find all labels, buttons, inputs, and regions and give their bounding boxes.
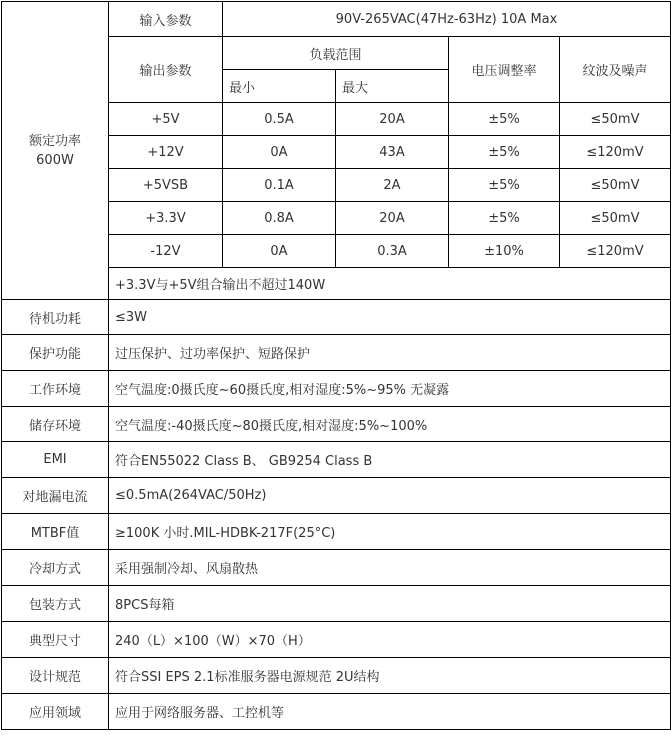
ripple-header: 纹波及噪声: [560, 37, 671, 103]
spec-value: 8PCS每箱: [109, 586, 671, 622]
spec-label: 对地漏电流: [2, 478, 109, 514]
load-range-header: 负载范围: [223, 37, 449, 70]
regulation-cell: ±5%: [449, 136, 560, 169]
spec-row: [2, 335, 671, 371]
spec-row: [2, 478, 671, 514]
min-cell: 0A: [223, 235, 336, 268]
max-cell: 0.3A: [336, 235, 449, 268]
ripple-cell: ≤50mV: [560, 202, 671, 235]
rail-cell: +5VSB: [109, 169, 223, 202]
min-cell: 0.5A: [223, 103, 336, 136]
max-cell: 20A: [336, 202, 449, 235]
spec-value: 过压保护、过功率保护、短路保护: [109, 335, 671, 371]
spec-value: ≥100K 小时.MIL-HDBK-217F(25°C): [109, 514, 671, 550]
spec-value: ≤3W: [109, 300, 671, 335]
input-row: [2, 2, 671, 37]
output-note: +3.3V与+5V组合输出不超过140W: [109, 268, 671, 300]
spec-row: [2, 694, 671, 730]
spec-label: 工作环境: [2, 371, 109, 407]
rail-cell: +12V: [109, 136, 223, 169]
spec-label: MTBF值: [2, 514, 109, 550]
spec-table: [1, 1, 671, 730]
min-header: 最小: [223, 70, 336, 103]
spec-label: 冷却方式: [2, 550, 109, 586]
rail-cell: +3.3V: [109, 202, 223, 235]
spec-label: 典型尺寸: [2, 622, 109, 658]
spec-value: 240（L）×100（W）×70（H）: [109, 622, 671, 658]
regulation-cell: ±5%: [449, 202, 560, 235]
spec-row: [2, 300, 671, 335]
spec-value: 符合EN55022 Class B、 GB9254 Class B: [109, 442, 671, 478]
spec-row: [2, 658, 671, 694]
spec-row: [2, 407, 671, 442]
rated-power-label: 额定功率: [28, 133, 81, 149]
spec-row: [2, 622, 671, 658]
rail-cell: -12V: [109, 235, 223, 268]
spec-label: 保护功能: [2, 335, 109, 371]
spec-row: [2, 514, 671, 550]
rail-cell: +5V: [109, 103, 223, 136]
output-label: 输出参数: [109, 37, 223, 103]
min-cell: 0.1A: [223, 169, 336, 202]
spec-row: [2, 371, 671, 407]
spec-label: 包装方式: [2, 586, 109, 622]
spec-label: 设计规范: [2, 658, 109, 694]
min-cell: 0A: [223, 136, 336, 169]
spec-label: 储存环境: [2, 407, 109, 442]
spec-row: [2, 442, 671, 478]
ripple-cell: ≤120mV: [560, 136, 671, 169]
regulation-header: 电压调整率: [449, 37, 560, 103]
ripple-cell: ≤50mV: [560, 169, 671, 202]
input-value: 90V-265VAC(47Hz-63Hz) 10A Max: [223, 2, 671, 37]
min-cell: 0.8A: [223, 202, 336, 235]
regulation-cell: ±5%: [449, 169, 560, 202]
spec-value: 应用于网络服务器、工控机等: [109, 694, 671, 730]
rated-power-cell: [2, 2, 109, 300]
rated-power-value: 600W: [36, 152, 74, 168]
regulation-cell: ±5%: [449, 103, 560, 136]
max-header: 最大: [336, 70, 449, 103]
ripple-cell: ≤50mV: [560, 103, 671, 136]
spec-value: 空气温度:0摄氏度~60摄氏度,相对湿度:5%~95% 无凝露: [109, 371, 671, 407]
regulation-cell: ±10%: [449, 235, 560, 268]
input-label: 输入参数: [109, 2, 223, 37]
max-cell: 2A: [336, 169, 449, 202]
spec-value: 空气温度:-40摄氏度~80摄氏度,相对湿度:5%~100%: [109, 407, 671, 442]
spec-value: ≤0.5mA(264VAC/50Hz): [109, 478, 671, 514]
spec-label: 待机功耗: [2, 300, 109, 335]
spec-rows: [2, 300, 671, 730]
ripple-cell: ≤120mV: [560, 235, 671, 268]
max-cell: 43A: [336, 136, 449, 169]
spec-row: [2, 586, 671, 622]
spec-label: EMI: [2, 442, 109, 478]
max-cell: 20A: [336, 103, 449, 136]
spec-value: 符合SSI EPS 2.1标准服务器电源规范 2U结构: [109, 658, 671, 694]
spec-value: 采用强制冷却、风扇散热: [109, 550, 671, 586]
spec-label: 应用领域: [2, 694, 109, 730]
spec-row: [2, 550, 671, 586]
